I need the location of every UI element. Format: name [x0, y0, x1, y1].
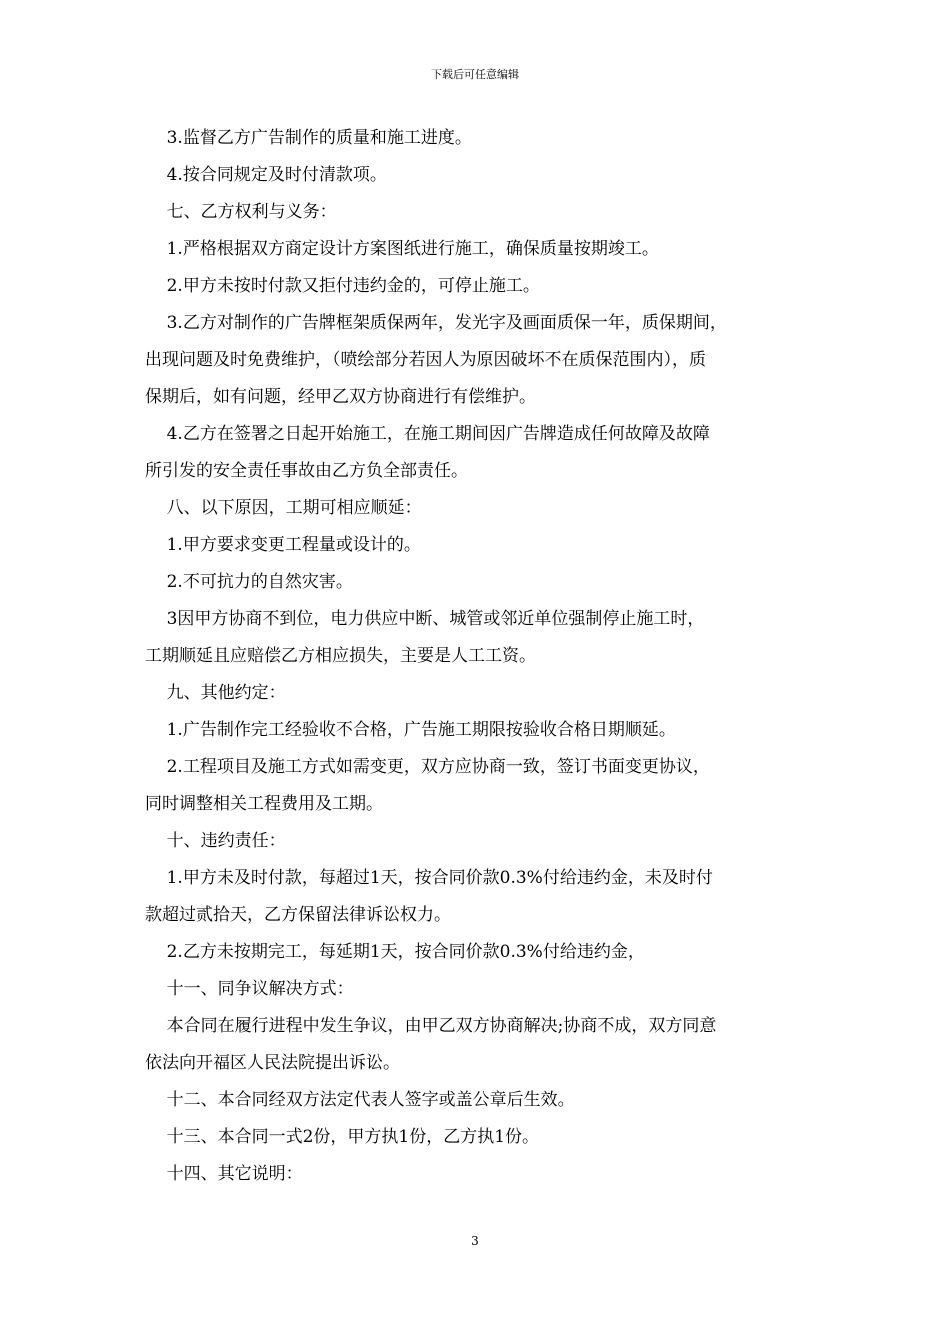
section-heading: 十四、其它说明： — [145, 1164, 303, 1184]
text-line: 2.不可抗力的自然灾害。 — [145, 572, 353, 592]
text-line: 1.广告制作完工经验收不合格，广告施工期限按验收合格日期顺延。 — [145, 720, 676, 740]
text-line: 4.按合同规定及时付清款项。 — [145, 165, 387, 185]
text-line: 所引发的安全责任事故由乙方负全部责任。 — [145, 461, 468, 481]
text-line: 4.乙方在签署之日起开始施工，在施工期间因广告牌造成任何故障及故障 — [145, 424, 710, 444]
text-line: 2.乙方未按期完工，每延期1天，按合同价款0.3%付给违约金， — [145, 942, 645, 962]
text-line: 3.乙方对制作的广告牌框架质保两年，发光字及画面质保一年，质保期间， — [145, 313, 727, 333]
section-heading: 九、其他约定： — [145, 683, 286, 703]
text-line: 1.甲方要求变更工程量或设计的。 — [145, 535, 421, 555]
text-line: 工期顺延且应赔偿乙方相应损失，主要是人工工资。 — [145, 646, 536, 666]
text-line: 1.严格根据双方商定设计方案图纸进行施工，确保质量按期竣工。 — [145, 239, 659, 259]
section-heading: 十二、本合同经双方法定代表人签字或盖公章后生效。 — [145, 1090, 575, 1110]
section-heading: 十一、同争议解决方式： — [145, 979, 354, 999]
document-body — [145, 120, 810, 1193]
text-line: 出现问题及时免费维护，（喷绘部分若因人为原因破坏不在质保范围内），质 — [145, 350, 706, 370]
section-heading: 八、以下原因，工期可相应顺延： — [145, 498, 422, 518]
text-line: 同时调整相关工程费用及工期。 — [145, 794, 383, 814]
text-line: 本合同在履行进程中发生争议，由甲乙双方协商解决;协商不成，双方同意 — [145, 1016, 717, 1036]
text-line: 3.监督乙方广告制作的质量和施工进度。 — [145, 128, 472, 148]
text-line: 2.工程项目及施工方式如需变更，双方应协商一致，签订书面变更协议， — [145, 757, 710, 777]
section-heading: 七、乙方权利与义务： — [145, 202, 337, 222]
text-line: 款超过贰拾天，乙方保留法律诉讼权力。 — [145, 905, 451, 925]
text-line: 保期后，如有问题，经甲乙双方协商进行有偿维护。 — [145, 387, 536, 407]
section-heading: 十三、本合同一式2份，甲方执1份，乙方执1份。 — [145, 1127, 540, 1147]
text-line: 1.甲方未及时付款，每超过1天，按合同价款0.3%付给违约金，未及时付 — [145, 868, 713, 888]
page-header: 下载后可任意编辑 — [431, 68, 519, 81]
page-number: 3 — [471, 1234, 479, 1248]
text-line: 依法向开福区人民法院提出诉讼。 — [145, 1053, 400, 1073]
section-heading: 十、违约责任： — [145, 831, 286, 851]
text-line: 2.甲方未按时付款又拒付违约金的，可停止施工。 — [145, 276, 540, 296]
text-line: 3因甲方协商不到位，电力供应中断、城管或邻近单位强制停止施工时， — [145, 609, 705, 629]
